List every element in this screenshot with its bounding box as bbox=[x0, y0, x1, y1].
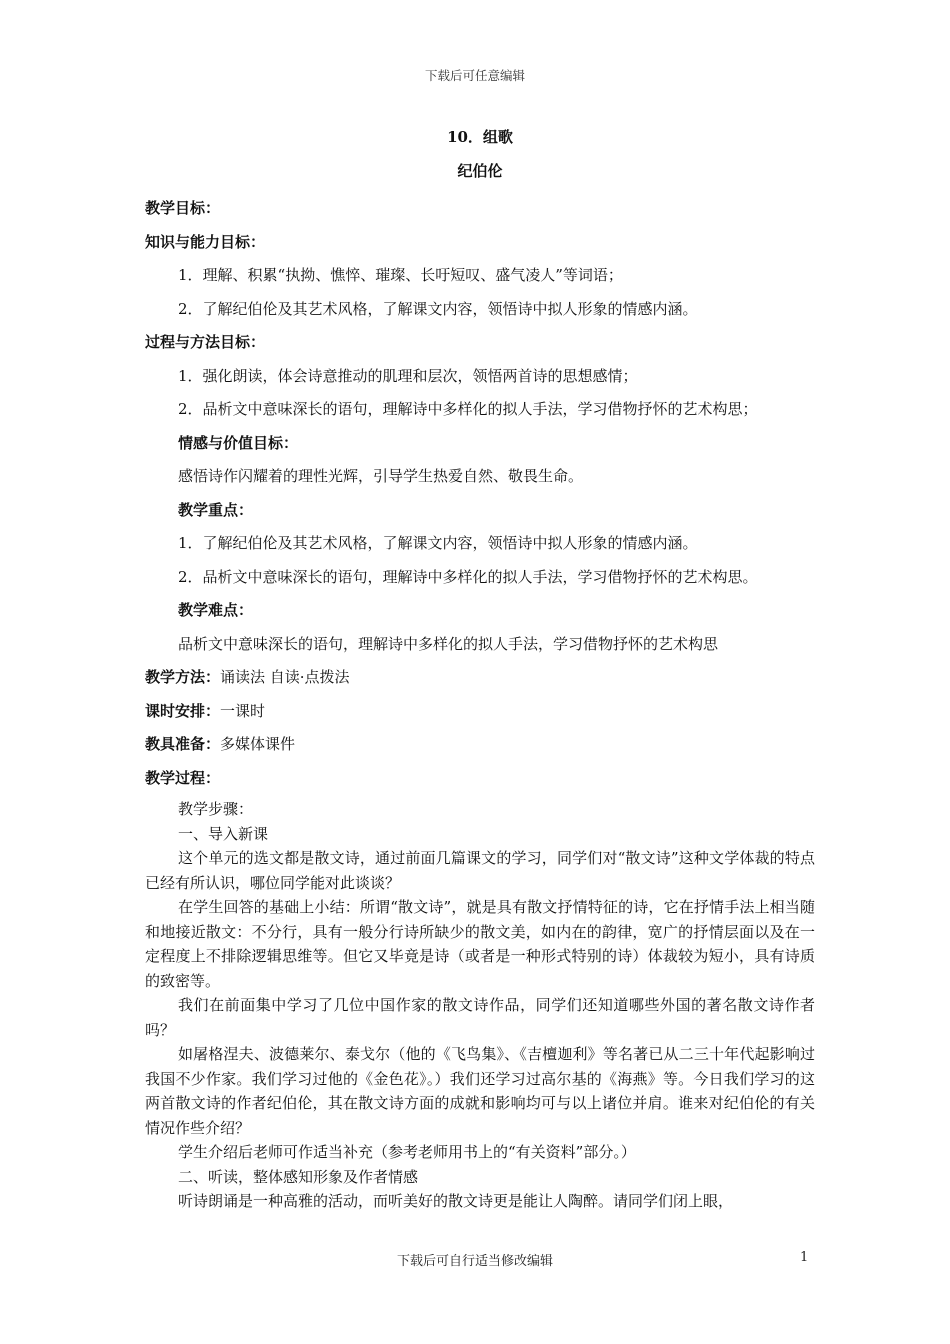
procedure-paragraph: 如屠格涅夫、波德莱尔、泰戈尔（他的《飞鸟集》、《吉檀迦利》等名著已从二三十年代起影响过我国不少作家。我们学习过他的《金色花》。）我们还学习过高尔基的《海燕》等。今日我们学习的这两首散文诗的作者纪伯伦，其在散文诗方面的成就和影响均可与以上诸位并肩。谁来对纪伯伦的有关情况作些介绍？ bbox=[145, 1045, 815, 1137]
document-body bbox=[145, 124, 815, 1214]
procedure-paragraph: 二、听读，整体感知形象及作者情感 bbox=[178, 1167, 419, 1186]
procedure-paragraph: 在学生回答的基础上小结：所谓“散文诗”，就是具有散文抒情特征的诗，它在抒情手法上相当随和地接近散文：不分行，具有一般分行诗所缺少的散文美，如内在的韵律，宽广的抒情层面以及在一定程度上不排除逻辑思维等。但它又毕竟是诗（或者是一种形式特别的诗）体裁较为短小，具有诗质的致密等。 bbox=[145, 898, 815, 990]
page-header: 下载后可任意编辑 bbox=[424, 68, 525, 83]
procedure-paragraph: 这个单元的选文都是散文诗，通过前面几篇课文的学习，同学们对“散文诗”这种文学体裁的特点已经有所认识，哪位同学能对此谈谈？ bbox=[145, 849, 815, 892]
difficulty-text: 品析文中意味深长的语句，理解诗中多样化的拟人手法，学习借物抒怀的艺术构思 bbox=[178, 634, 719, 653]
emotion-text: 感悟诗作闪耀着的理性光辉，引导学生热爱自然、敬畏生命。 bbox=[178, 467, 584, 485]
page-footer: 下载后可自行适当修改编辑 bbox=[396, 1254, 553, 1269]
goals-heading: 教学目标： bbox=[145, 199, 221, 217]
lesson-title: 10．组歌 bbox=[447, 128, 513, 146]
process-heading: 过程与方法目标： bbox=[145, 333, 266, 351]
procedure-paragraph: 一、导入新课 bbox=[178, 824, 269, 843]
procedure-text bbox=[145, 797, 815, 1214]
knowledge-item: 2．了解纪伯伦及其艺术风格，了解课文内容，领悟诗中拟人形象的情感内涵。 bbox=[178, 299, 698, 318]
schedule-value: 一课时 bbox=[220, 701, 266, 720]
procedure-heading: 教学过程： bbox=[145, 768, 221, 787]
key-item: 2．品析文中意味深长的语句，理解诗中多样化的拟人手法，学习借物抒怀的艺术构思。 bbox=[178, 567, 758, 586]
author-name: 纪伯伦 bbox=[457, 162, 503, 180]
procedure-paragraph: 我们在前面集中学习了几位中国作家的散文诗作品，同学们还知道哪些外国的著名散文诗作者吗？ bbox=[145, 996, 815, 1039]
key-heading: 教学重点： bbox=[178, 500, 254, 519]
procedure-paragraph: 教学步骤： bbox=[178, 800, 254, 818]
page-number: 1 bbox=[800, 1250, 809, 1265]
key-item: 1．了解纪伯伦及其艺术风格，了解课文内容，领悟诗中拟人形象的情感内涵。 bbox=[178, 534, 698, 552]
schedule-row bbox=[145, 695, 815, 729]
method-row bbox=[145, 661, 815, 695]
process-item: 2．品析文中意味深长的语句，理解诗中多样化的拟人手法，学习借物抒怀的艺术构思； bbox=[178, 400, 758, 418]
emotion-heading: 情感与价值目标： bbox=[178, 433, 299, 452]
schedule-label: 课时安排： bbox=[145, 701, 221, 720]
difficulty-heading: 教学难点： bbox=[178, 601, 254, 619]
procedure-paragraph: 学生介绍后老师可作适当补充（参考老师用书上的“有关资料”部分。） bbox=[178, 1143, 636, 1161]
method-label: 教学方法： bbox=[145, 668, 221, 686]
method-value: 诵读法 自读·点拨法 bbox=[220, 668, 350, 686]
tools-value: 多媒体课件 bbox=[220, 735, 296, 753]
tools-row bbox=[145, 728, 815, 762]
knowledge-item: 1．理解、积累“执拗、憔悴、璀璨、长吁短叹、盛气凌人”等词语； bbox=[178, 266, 623, 284]
procedure-paragraph: 听诗朗诵是一种高雅的活动，而听美好的散文诗更是能让人陶醉。请同学们闭上眼， bbox=[178, 1192, 734, 1210]
knowledge-heading: 知识与能力目标： bbox=[145, 232, 266, 251]
tools-label: 教具准备： bbox=[145, 735, 221, 753]
process-item: 1．强化朗读，体会诗意推动的肌理和层次，领悟两首诗的思想感情； bbox=[178, 366, 638, 385]
